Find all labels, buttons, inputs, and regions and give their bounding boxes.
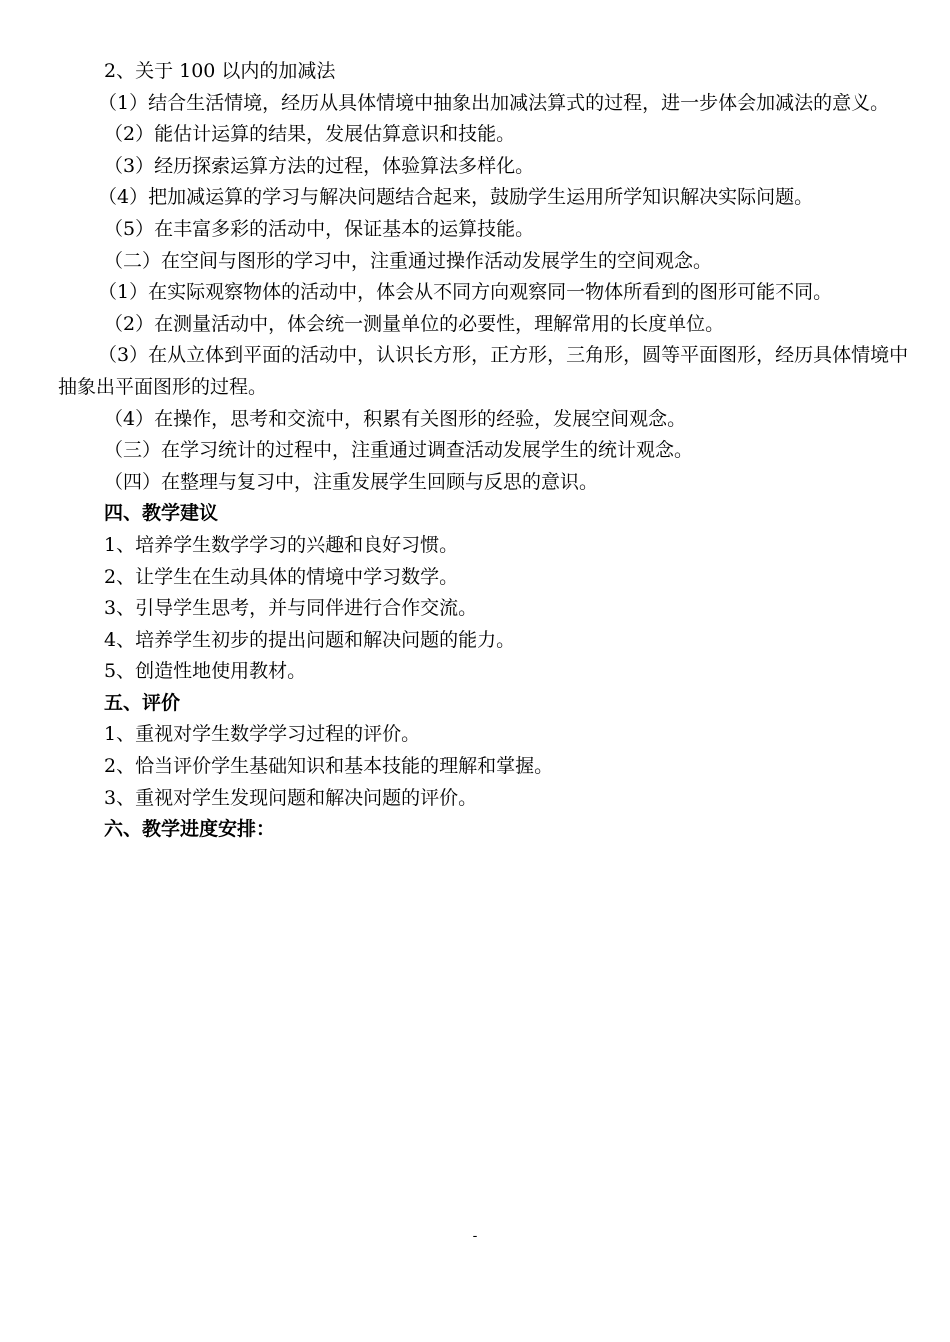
paragraph-geometry-3: （3）在从立体到平面的活动中，认识长方形，正方形，三角形，圆等平面图形，经历具体情境中抽象出平面图形的过程。 <box>58 344 909 398</box>
list-item: 3、引导学生思考，并与同伴进行合作交流。 <box>104 597 478 620</box>
paragraph-4: （4）把加减运算的学习与解决问题结合起来，鼓励学生运用所学知识解决实际问题。 <box>98 186 814 209</box>
list-item: 5、创造性地使用教材。 <box>104 660 307 683</box>
paragraph-statistics: （三）在学习统计的过程中，注重通过调查活动发展学生的统计观念。 <box>104 439 694 462</box>
list-item: 2、让学生在生动具体的情境中学习数学。 <box>104 565 459 588</box>
paragraph-review: （四）在整理与复习中，注重发展学生回顾与反思的意识。 <box>104 470 599 493</box>
section-heading-schedule: 六、教学进度安排： <box>104 818 276 841</box>
paragraph-1: （1）结合生活情境，经历从具体情境中抽象出加减法算式的过程，进一步体会加减法的意义。 <box>98 91 890 114</box>
section-heading-evaluation: 五、评价 <box>104 691 181 714</box>
paragraph-geometry-4: （4）在操作，思考和交流中，积累有关图形的经验，发展空间观念。 <box>104 407 687 430</box>
paragraph-2: （2）能估计运算的结果，发展估算意识和技能。 <box>104 123 516 146</box>
paragraph-5: （5）在丰富多彩的活动中，保证基本的运算技能。 <box>104 217 535 240</box>
list-item: 4、培养学生初步的提出问题和解决问题的能力。 <box>104 628 516 651</box>
paragraph-geometry-2: （2）在测量活动中，体会统一测量单位的必要性，理解常用的长度单位。 <box>104 312 725 335</box>
section-heading-teaching-suggestions: 四、教学建议 <box>104 502 219 525</box>
list-item: 3、重视对学生发现问题和解决问题的评价。 <box>104 786 478 809</box>
list-item: 1、重视对学生数学学习过程的评价。 <box>104 723 421 746</box>
subsection-title-addition-subtraction: 2、关于 100 以内的加减法 <box>104 60 336 82</box>
list-item: 2、恰当评价学生基础知识和基本技能的理解和掌握。 <box>104 755 554 778</box>
paragraph-space-geometry: （二）在空间与图形的学习中，注重通过操作活动发展学生的空间观念。 <box>104 249 713 272</box>
list-item: 1、培养学生数学学习的兴趣和良好习惯。 <box>104 533 459 556</box>
paragraph-3: （3）经历探索运算方法的过程，体验算法多样化。 <box>104 154 535 177</box>
paragraph-geometry-1: （1）在实际观察物体的活动中，体会从不同方向观察同一物体所看到的图形可能不同。 <box>98 281 833 304</box>
document-body <box>58 56 913 846</box>
page-footer-marker: - <box>472 1228 478 1244</box>
